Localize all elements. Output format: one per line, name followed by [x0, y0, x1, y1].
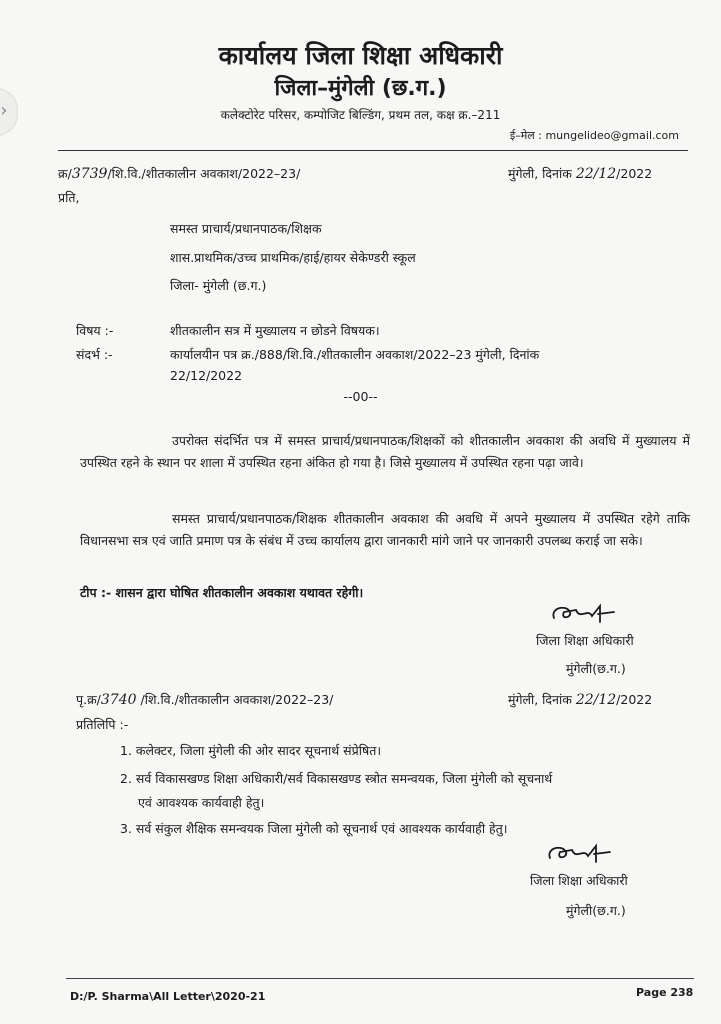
handwritten-endorsement-number: 3740 — [100, 692, 137, 708]
letter-number: क्र/3739/शि.वि./शीतकालीन अवकाश/2022–23/ — [58, 166, 301, 182]
copy-label: प्रतिलिपि :- — [76, 717, 129, 732]
signature-image — [544, 838, 634, 868]
footer-rule — [66, 978, 694, 979]
letter-date: मुंगेली, दिनांक 22/12/2022 — [508, 166, 653, 182]
recipient-line: समस्त प्राचार्य/प्रधानपाठक/शिक्षक — [170, 221, 322, 236]
subject-label: विषय :- — [76, 323, 114, 338]
handwritten-letter-number: 3739 — [71, 166, 108, 182]
file-path: D:/P. Sharma\All Letter\2020-21 — [70, 990, 266, 1003]
to-label: प्रति, — [58, 190, 80, 205]
reference-text: कार्यालयीन पत्र क्र./888/शि.वि./शीतकालीन अवकाश/2022–23 मुंगेली, दिनांक — [170, 347, 540, 362]
signature-image — [548, 598, 638, 628]
copy-item: 1. कलेक्टर, जिला मुंगेली की ओर सादर सूचनार्थ संप्रेषित। — [120, 743, 382, 758]
divider: --00-- — [343, 389, 378, 404]
previous-page-arrow-icon[interactable]: › — [0, 88, 18, 136]
signatory-title: जिला शिक्षा अधिकारी — [530, 873, 628, 888]
page-number: Page 238 — [636, 986, 694, 999]
reference-date: 22/12/2022 — [170, 368, 243, 383]
body-paragraph: समस्त प्राचार्य/प्रधानपाठक/शिक्षक शीतकालीन अवकाश की अवधि में अपने मुख्यालय में उपस्थित रहेगे ताकि विधानसभा सत्र एवं जाति प्रमाण पत्र के संबंध में उच्च कार्यालय द्वारा जानकारी मांगे जाने पर जानकारी उपलब्ध कराई जा सके। — [80, 511, 690, 548]
copy-item: 2. सर्व विकासखण्ड शिक्षा अधिकारी/सर्व विकासखण्ड स्त्रोत समन्वयक, जिला मुंगेली को सूचनार्थ — [120, 771, 553, 786]
body-paragraph: उपरोक्त संदर्भित पत्र में समस्त प्राचार्य/प्रधानपाठक/शिक्षकों को शीतकालीन अवकाश की अवधि में मुख्यालय में उपस्थित रहने के स्थान पर शाला में उपस्थित रहना अंकित हो गया है। जिसे मुख्यालय में उपस्थित रहना पढ़ा जावे। — [80, 433, 690, 470]
recipient-line: जिला- मुंगेली (छ.ग.) — [170, 278, 267, 293]
reference-label: संदर्भ :- — [76, 347, 113, 362]
copy-item-continuation: एवं आवश्यक कार्यवाही हेतु। — [138, 795, 265, 810]
signatory-place: मुंगेली(छ.ग.) — [566, 903, 626, 918]
office-title: कार्यालय जिला शिक्षा अधिकारी — [218, 41, 503, 70]
endorsement-date: मुंगेली, दिनांक 22/12/2022 — [508, 692, 653, 708]
district-title: जिला–मुंगेली (छ.ग.) — [274, 76, 447, 101]
note: टीप :- शासन द्वारा घोषित शीतकालीन अवकाश यथावत रहेगी। — [80, 585, 364, 600]
signatory-title: जिला शिक्षा अधिकारी — [536, 633, 634, 648]
recipient-line: शास.प्राथमिक/उच्च प्राथमिक/हाई/हायर सेकेण्डरी स्कूल — [170, 250, 416, 265]
office-address: कलेक्टोरेट परिसर, कम्पोजिट बिल्डिंग, प्रथम तल, कक्ष क्र.–211 — [220, 108, 501, 122]
copy-item: 3. सर्व संकुल शैक्षिक समन्वयक जिला मुंगेली को सूचनार्थ एवं आवश्यक कार्यवाही हेतु। — [120, 821, 508, 836]
handwritten-date: 22/12 — [575, 166, 617, 182]
endorsement-number: पृ.क्र/3740 /शि.वि./शीतकालीन अवकाश/2022–23/ — [76, 692, 334, 708]
signatory-place: मुंगेली(छ.ग.) — [566, 661, 626, 676]
handwritten-date: 22/12 — [575, 692, 617, 708]
office-email: ई–मेल : mungelideo@gmail.com — [509, 129, 679, 142]
header-rule — [58, 150, 688, 151]
subject-text: शीतकालीन सत्र में मुख्यालय न छोडने विषयक। — [170, 323, 380, 338]
